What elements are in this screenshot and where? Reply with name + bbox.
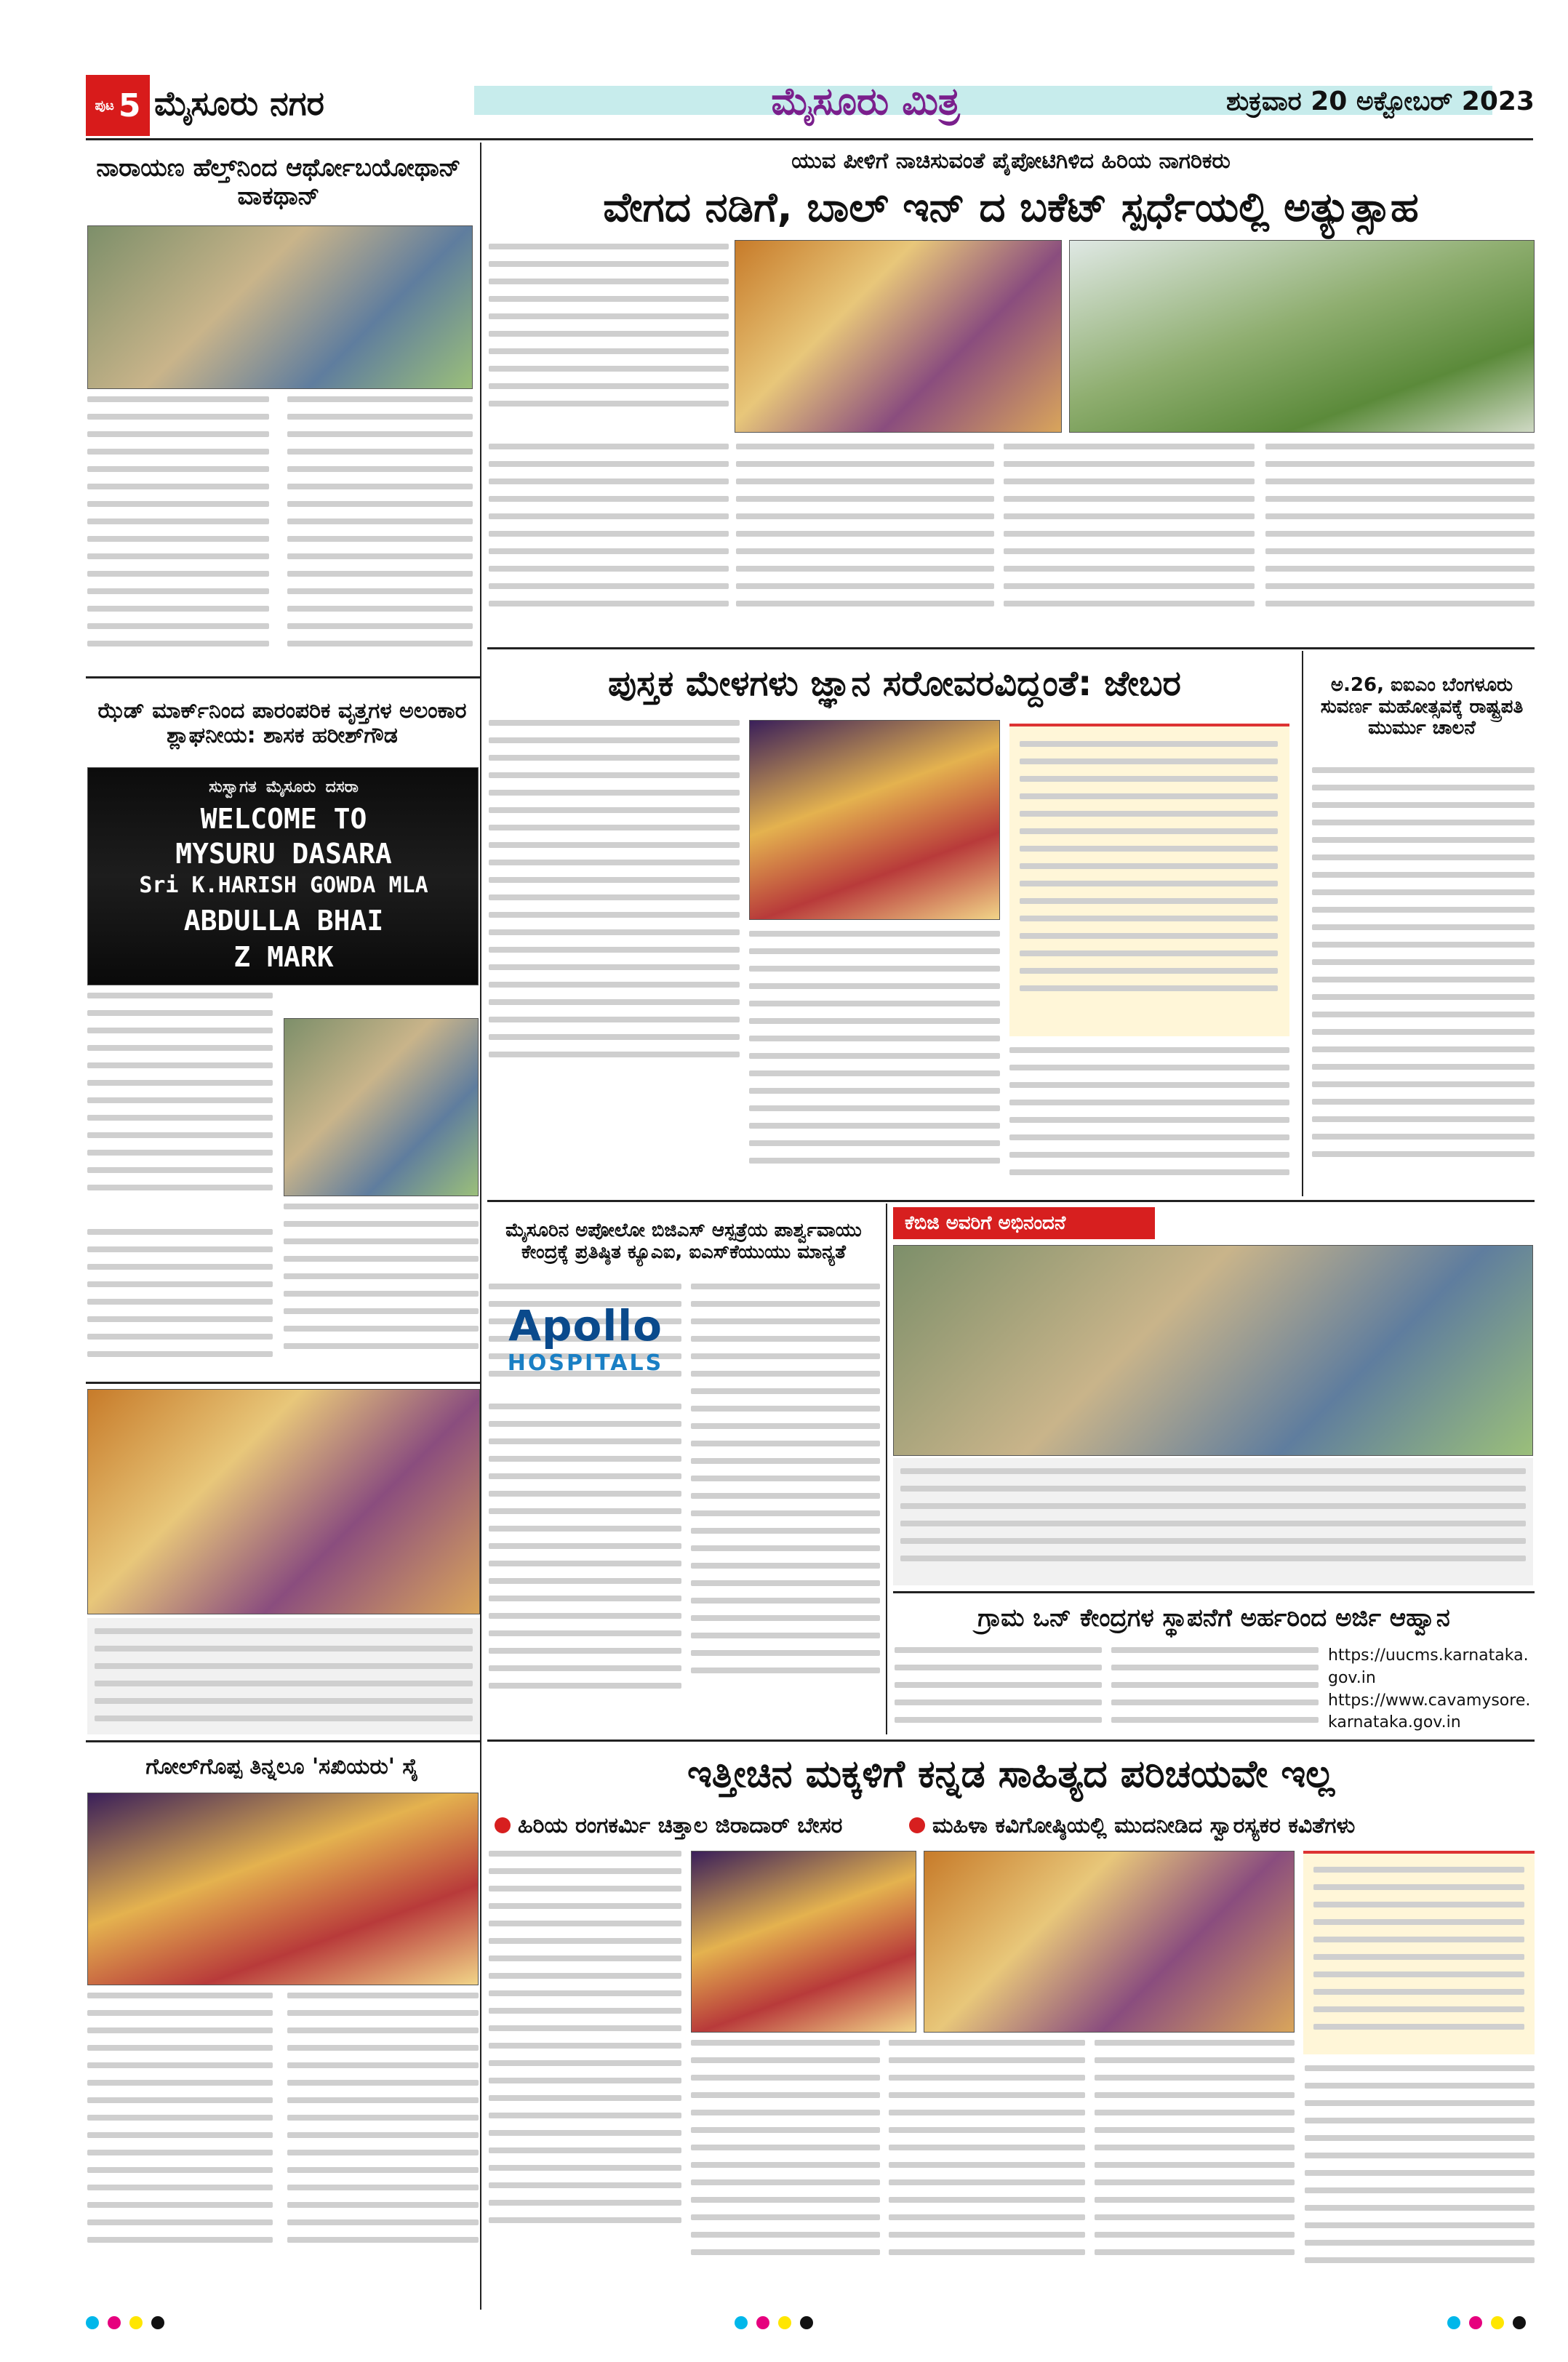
felicitation-caption [893,1458,1533,1585]
signage-line: ABDULLA BHAI [183,905,384,937]
registration-marks-center [735,2316,813,2329]
gramaone-body-col1 [895,1647,1102,1731]
signage-line: WELCOME TO [200,803,367,835]
header-rule [86,138,1533,140]
literature-body-col4 [1095,2040,1295,2280]
president-body [1312,767,1535,1193]
bookfair-headline: ಪುಸ್ತಕ ಮೇಳಗಳು ಜ್ಞಾನ ಸರೋವರವಿದ್ದಂತೆ: ಜೇಬರ [608,663,1181,705]
caption-lines [900,1468,1526,1577]
lighting-photo-dignitaries [284,1018,479,1196]
walkathon-body-col2 [287,396,473,673]
seniors-photo-ground [1069,240,1535,433]
apollo-logo-text: Apollo [508,1300,663,1350]
apollo-body-col1b [489,1404,681,1731]
literature-photo-1 [691,1851,916,2033]
column-divider [886,1204,887,1734]
gramaone-url-2[interactable]: https://www.cavamysore.karnataka.gov.in [1328,1691,1531,1732]
rule [86,1382,480,1384]
literature-sub-2-text: ಮಹಿಳಾ ಕವಿಗೋಷ್ಠಿಯಲ್ಲಿ ಮುದನೀಡಿದ ಸ್ವಾರಸ್ಯಕರ ಕವಿತೆಗಳು [932,1812,1356,1838]
pullquote-lines [1020,741,1278,1025]
felicitation-label: ಕೆಬಿಜಿ ಅವರಿಗೆ ಅಭಿನಂದನೆ [893,1207,1155,1239]
literature-body-col5 [1305,2065,1535,2280]
reg-dot [756,2316,769,2329]
apollo-headline: ಮೈಸೂರಿನ ಅಪೋಲೋ ಬಿಜಿಎಸ್ ಆಸ್ಪತ್ರೆಯ ಪಾರ್ಶ್ವವಾಯು ಕೇಂದ್ರಕ್ಕೆ ಪ್ರತಿಷ್ಠಿತ ಕ್ಯೂಎಐ, ಐಎಸ್‌ಕೆಯುಯು ಮಾನ್ಯತೆ [505,1220,862,1263]
apollo-body-col2 [691,1284,880,1731]
bookfair-pullquote [1009,724,1289,1036]
gramaone-headline: ಗ್ರಾಮ ಒನ್ ಕೇಂದ್ರಗಳ ಸ್ಥಾಪನೆಗೆ ಅರ್ಹರಿಂದ ಅರ್ಜಿ ಆಹ್ವಾನ [977,1604,1450,1633]
golgappa-body-col1 [87,1993,273,2280]
reg-dot [1469,2316,1482,2329]
golgappa-body-col2 [287,1993,479,2280]
page-label: ಪುಟ [95,97,114,113]
drama-caption [87,1618,480,1734]
rule [487,1200,1535,1202]
registration-marks-right [1447,2316,1526,2329]
reg-dot [800,2316,813,2329]
reg-dot [108,2316,121,2329]
signage-line: Z MARK [233,941,334,973]
reg-dot [1513,2316,1526,2329]
lighting-headline: ಝೆಡ್ ಮಾರ್ಕ್‌ನಿಂದ ಪಾರಂಪರಿಕ ವೃತ್ತಗಳ ಅಲಂಕಾರ ಶ್ಲಾಘನೀಯ: ಶಾಸಕ ಹರೀಶ್‌ಗೌಡ [97,697,467,748]
bookfair-body-col1 [489,720,740,1105]
gramaone-urls [1328,1645,1535,1732]
seniors-body-lead [489,244,729,440]
seniors-photo-stage [735,240,1062,433]
walkathon-headline: ನಾರಾಯಣ ಹೆಲ್ತ್‌ನಿಂದ ಆರ್ಥೋಬಯೋಥಾನ್ ವಾಕಥಾನ್ [96,153,461,211]
reg-dot [129,2316,143,2329]
literature-headline: ಇತ್ತೀಚಿನ ಮಕ್ಕಳಿಗೆ ಕನ್ನಡ ಸಾಹಿತ್ಯದ ಪರಿಚಯವೇ ಇಲ್ಲ [687,1753,1335,1797]
bookfair-body-col2 [749,931,1000,1193]
drama-photo [87,1389,480,1614]
literature-photo-2 [924,1851,1295,2033]
literature-body-col1 [489,1851,681,2280]
bullet-icon [495,1817,511,1833]
masthead: ಮೈಸೂರು ಮಿತ್ರ [771,79,960,124]
literature-sub-2 [909,1809,1535,1841]
pullquote-lines [1313,1867,1524,2049]
lighting-body-col1b [87,1229,273,1374]
reg-dot [1447,2316,1460,2329]
page-number-badge [86,75,150,136]
gramaone-body-col2 [1111,1647,1319,1731]
reg-dot [1491,2316,1504,2329]
lighting-body-col1 [87,993,273,1225]
walkathon-body-col1 [87,396,269,673]
rule [487,647,1535,649]
registration-marks-left [86,2316,164,2329]
apollo-logo [495,1280,676,1396]
bullet-icon [909,1817,925,1833]
column-divider [1302,651,1303,1196]
page-number: 5 [118,87,141,124]
gramaone-url-1[interactable]: https://uucms.karnataka.gov.in [1328,1646,1529,1687]
golgappa-photo [87,1793,479,1985]
caption-lines [95,1628,473,1726]
seniors-body-col2 [736,444,994,640]
walkathon-photo [87,225,473,389]
seniors-headline: ವೇಗದ ನಡಿಗೆ, ಬಾಲ್ ಇನ್ ದ ಬಕೆಟ್ ಸ್ಪರ್ಧೆಯಲ್ಲಿ ಅತ್ಯುತ್ಸಾಹ [603,183,1419,231]
literature-sub-1-text: ಹಿರಿಯ ರಂಗಕರ್ಮಿ ಚಿತ್ತಾಲ ಜಿರಾದಾರ್ ಬೇಸರ [518,1812,843,1838]
signage-line: MYSURU DASARA [175,838,392,870]
signage-line: ಸುಸ್ವಾಗತ ಮೈಸೂರು ದಸರಾ [209,778,359,796]
seniors-body-col1 [489,444,729,640]
literature-body-col2 [691,2040,880,2280]
president-headline: ಅ.26, ಐಐಎಂ ಬೆಂಗಳೂರು ಸುವರ್ಣ ಮಹೋತ್ಸವಕ್ಕೆ ರಾಷ್ಟ್ರಪತಿ ಮುರ್ಮು ಚಾಲನೆ [1320,673,1524,740]
bookfair-photo [749,720,1000,920]
apollo-logo-subtext: HOSPITALS [507,1350,664,1376]
reg-dot [151,2316,164,2329]
lighting-body-col2 [284,1204,479,1374]
literature-pullquote [1303,1851,1535,2054]
seniors-body-col4 [1265,444,1535,640]
lighting-photo [87,767,479,985]
section-title: ಮೈಸೂರು ನಗರ [154,84,324,123]
reg-dot [735,2316,748,2329]
reg-dot [778,2316,791,2329]
rule [86,1740,480,1742]
rule [893,1591,1535,1593]
rule [487,1740,1535,1742]
rule [86,676,480,678]
column-divider [480,143,481,2310]
felicitation-photo [893,1245,1533,1456]
seniors-body-col3 [1004,444,1255,640]
literature-body-col3 [889,2040,1085,2280]
signage-line: Sri K.HARISH GOWDA MLA [139,873,428,898]
issue-date: ಶುಕ್ರವಾರ 20 ಅಕ್ಟೋಬರ್ 2023 [1225,87,1535,116]
reg-dot [86,2316,99,2329]
seniors-kicker: ಯುವ ಪೀಳಿಗೆ ನಾಚಿಸುವಂತೆ ಪೈಪೋಟಿಗಿಳಿದ ಹಿರಿಯ ನಾಗರಿಕರು [791,148,1231,174]
bookfair-body-col3 [1009,1047,1289,1193]
golgappa-headline: ಗೋಲ್‌ಗೊಪ್ಪ ತಿನ್ನಲೂ 'ಸಖಿಯರು' ಸೈ [145,1753,419,1779]
